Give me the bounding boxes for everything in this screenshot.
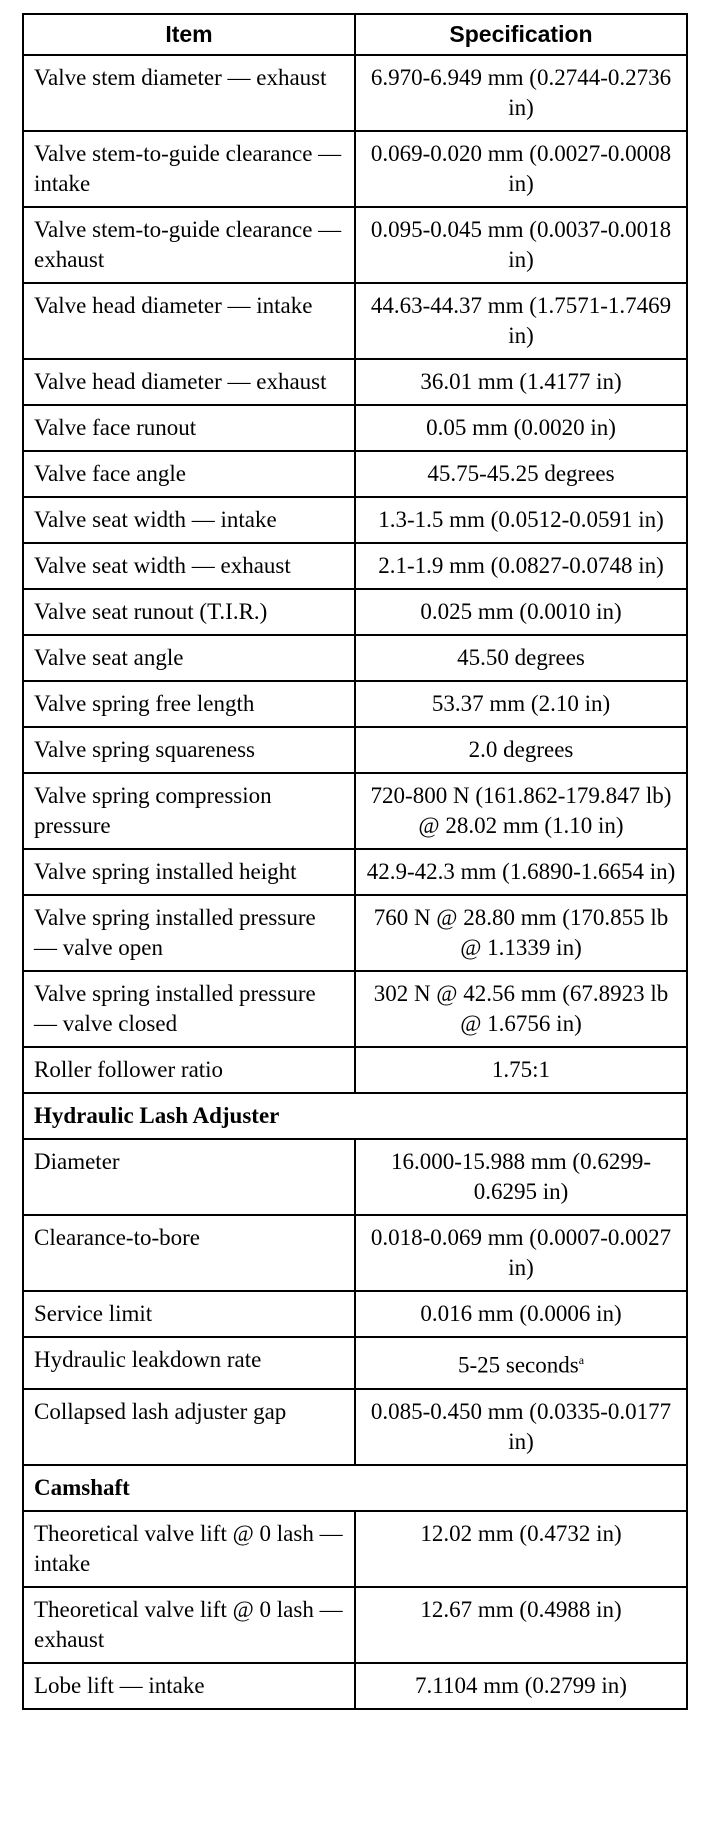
table-row — [23, 1139, 687, 1215]
item-cell: Theoretical valve lift @ 0 lash — exhaust — [23, 1587, 355, 1663]
table-row — [23, 1389, 687, 1465]
spec-cell: 16.000-15.988 mm (0.6299-0.6295 in) — [355, 1139, 687, 1215]
table-row — [23, 359, 687, 405]
section-heading-camshaft: Camshaft — [23, 1465, 687, 1511]
spec-cell: 302 N @ 42.56 mm (67.8923 lb @ 1.6756 in) — [355, 971, 687, 1047]
spec-cell: 2.0 degrees — [355, 727, 687, 773]
table-row — [23, 895, 687, 971]
table-row — [23, 207, 687, 283]
spec-cell: 1.75:1 — [355, 1047, 687, 1093]
item-cell: Valve stem diameter — exhaust — [23, 55, 355, 131]
item-cell: Clearance-to-bore — [23, 1215, 355, 1291]
item-cell: Service limit — [23, 1291, 355, 1337]
table-row — [23, 1047, 687, 1093]
header-row — [23, 14, 687, 55]
item-cell: Valve spring installed height — [23, 849, 355, 895]
item-cell: Diameter — [23, 1139, 355, 1215]
spec-cell: 0.095-0.045 mm (0.0037-0.0018 in) — [355, 207, 687, 283]
table-row — [23, 1511, 687, 1587]
table-row — [23, 451, 687, 497]
spec-cell: 0.025 mm (0.0010 in) — [355, 589, 687, 635]
spec-value: 5-25 seconds — [457, 1352, 579, 1378]
spec-cell: 720-800 N (161.862-179.847 lb) @ 28.02 mm (1.10 in) — [355, 773, 687, 849]
item-cell: Valve seat runout (T.I.R.) — [23, 589, 355, 635]
table-row — [23, 681, 687, 727]
item-cell: Valve spring squareness — [23, 727, 355, 773]
spec-cell: 12.67 mm (0.4988 in) — [355, 1587, 687, 1663]
footnote-marker: a — [578, 1353, 585, 1367]
column-header-specification: Specification — [355, 14, 687, 55]
spec-cell: 2.1-1.9 mm (0.0827-0.0748 in) — [355, 543, 687, 589]
spec-cell: 0.085-0.450 mm (0.0335-0.0177 in) — [355, 1389, 687, 1465]
table-row — [23, 405, 687, 451]
spec-cell: 6.970-6.949 mm (0.2744-0.2736 in) — [355, 55, 687, 131]
spec-cell: 0.016 mm (0.0006 in) — [355, 1291, 687, 1337]
section-row-hydraulic — [23, 1093, 687, 1139]
table-row — [23, 1587, 687, 1663]
table-row — [23, 283, 687, 359]
table-row — [23, 131, 687, 207]
table-row — [23, 589, 687, 635]
table-row — [23, 635, 687, 681]
item-cell: Valve stem-to-guide clearance — intake — [23, 131, 355, 207]
table-row — [23, 55, 687, 131]
spec-cell: 42.9-42.3 mm (1.6890-1.6654 in) — [355, 849, 687, 895]
table-row — [23, 543, 687, 589]
item-cell: Valve seat width — exhaust — [23, 543, 355, 589]
table-row — [23, 773, 687, 849]
item-cell: Valve stem-to-guide clearance — exhaust — [23, 207, 355, 283]
section-heading-hydraulic: Hydraulic Lash Adjuster — [23, 1093, 687, 1139]
table-row — [23, 1337, 687, 1389]
item-cell: Valve spring free length — [23, 681, 355, 727]
table-row — [23, 497, 687, 543]
spec-cell: 45.50 degrees — [355, 635, 687, 681]
item-cell: Valve head diameter — exhaust — [23, 359, 355, 405]
item-cell: Valve seat angle — [23, 635, 355, 681]
section-row-camshaft — [23, 1465, 687, 1511]
spec-cell: 0.069-0.020 mm (0.0027-0.0008 in) — [355, 131, 687, 207]
spec-cell: 1.3-1.5 mm (0.0512-0.0591 in) — [355, 497, 687, 543]
spec-cell: 0.05 mm (0.0020 in) — [355, 405, 687, 451]
item-cell: Valve spring installed pressure — valve closed — [23, 971, 355, 1047]
item-cell: Roller follower ratio — [23, 1047, 355, 1093]
spec-cell: 45.75-45.25 degrees — [355, 451, 687, 497]
spec-cell: 44.63-44.37 mm (1.7571-1.7469 in) — [355, 283, 687, 359]
item-cell: Valve seat width — intake — [23, 497, 355, 543]
table-row — [23, 1663, 687, 1709]
item-cell: Valve face angle — [23, 451, 355, 497]
spec-cell: 7.1104 mm (0.2799 in) — [355, 1663, 687, 1709]
table-row — [23, 849, 687, 895]
table-row — [23, 727, 687, 773]
spec-cell: 36.01 mm (1.4177 in) — [355, 359, 687, 405]
item-cell: Valve head diameter — intake — [23, 283, 355, 359]
table-row — [23, 971, 687, 1047]
column-header-item: Item — [23, 14, 355, 55]
item-cell: Theoretical valve lift @ 0 lash — intake — [23, 1511, 355, 1587]
item-cell: Hydraulic leakdown rate — [23, 1337, 355, 1389]
item-cell: Valve spring compression pressure — [23, 773, 355, 849]
item-cell: Collapsed lash adjuster gap — [23, 1389, 355, 1465]
spec-cell — [355, 1337, 687, 1389]
item-cell: Valve spring installed pressure — valve open — [23, 895, 355, 971]
spec-cell: 760 N @ 28.80 mm (170.855 lb @ 1.1339 in) — [355, 895, 687, 971]
item-cell: Valve face runout — [23, 405, 355, 451]
spec-cell: 12.02 mm (0.4732 in) — [355, 1511, 687, 1587]
spec-cell: 0.018-0.069 mm (0.0007-0.0027 in) — [355, 1215, 687, 1291]
table-row — [23, 1215, 687, 1291]
item-cell: Lobe lift — intake — [23, 1663, 355, 1709]
specification-table — [22, 13, 688, 1710]
table-row — [23, 1291, 687, 1337]
spec-cell: 53.37 mm (2.10 in) — [355, 681, 687, 727]
